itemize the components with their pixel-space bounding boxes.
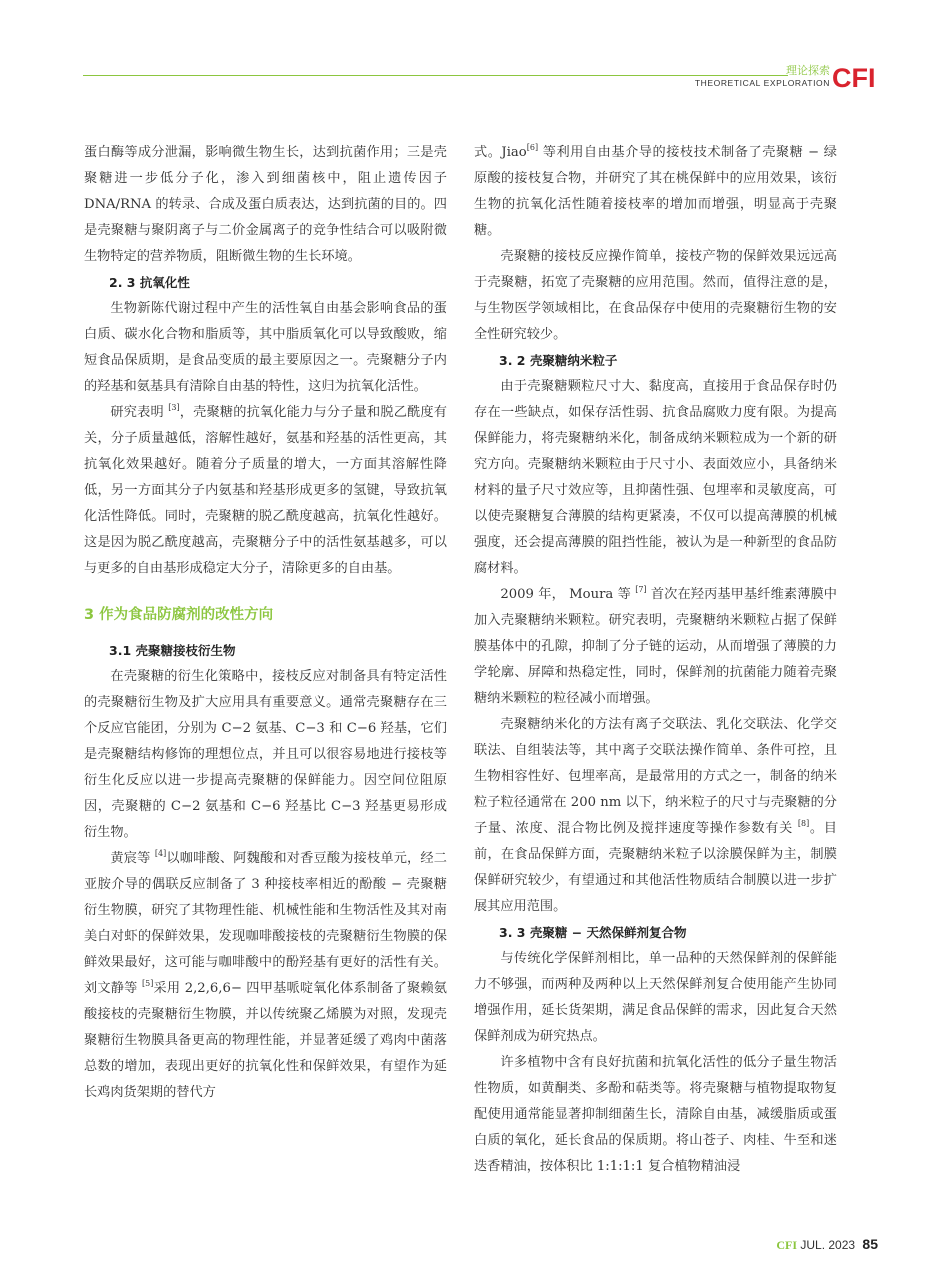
logo-text: CFI	[832, 63, 876, 92]
page-footer	[776, 1236, 878, 1253]
header-rule	[83, 75, 788, 76]
chapter-heading-3: 3 作为食品防腐剂的改性方向	[84, 607, 274, 623]
paragraph: 与传统化学保鲜剂相比，单一品种的天然保鲜剂的保鲜能力不够强，而两种及两种以上天然保鲜剂复合使用能产生协同增强作用，延长货架期，满足食品保鲜的需求，因此复合天然保鲜剂成为研究热点。	[474, 951, 837, 1044]
cfi-logo-icon	[832, 62, 882, 92]
left-column	[84, 140, 447, 1106]
paragraph: 由于壳聚糖颗粒尺寸大、黏度高，直接用于食品保存时仍存在一些缺点，如保存活性弱、抗食品腐败力度有限。为提高保鲜能力，将壳聚糖纳米化，制备成纳米颗粒成为一个新的研究方向。壳聚糖纳米颗粒由于尺寸小、表面效应小，具备纳米材料的量子尺寸效应等，且抑菌性强、包埋率和灵敏度高，可以使壳聚糖复合薄膜的结构更紧凑，不仅可以提高薄膜的机械强度，还会提高薄膜的阻挡性能，被认为是一种新型的食品防腐材料。	[474, 379, 837, 576]
section-heading-3-3: 3. 3 壳聚糖 − 天然保鲜剂复合物	[499, 925, 687, 940]
section-heading-2-3: 2. 3 抗氧化性	[109, 275, 190, 290]
paragraph: 研究表明 [3]，壳聚糖的抗氧化能力与分子量和脱乙酰度有关，分子质量越低，溶解性越好，氨基和羟基的活性更高，其抗氧化效果越好。随着分子质量的增大，一方面其溶解性降低，另一方面其分子内氨基和羟基形成更多的氢键，导致抗氧化活性降低。同时，壳聚糖的脱乙酰度越高，抗氧化性越好。这是因为脱乙酰度越高，壳聚糖分子中的活性氨基越多，可以与更多的自由基形成稳定大分子，清除更多的自由基。	[84, 403, 447, 576]
citation-ref: [3]	[168, 403, 180, 412]
issue-date: JUL. 2023	[800, 1238, 856, 1252]
right-column	[474, 140, 837, 1180]
page-number: 85	[862, 1236, 878, 1252]
citation-ref: [7]	[635, 585, 647, 594]
section-title-en: THEORETICAL EXPLORATION	[694, 78, 830, 88]
paragraph: 蛋白酶等成分泄漏，影响微生物生长，达到抗菌作用；三是壳聚糖进一步低分子化，渗入到细菌核中，阻止遗传因子 DNA/RNA 的转录、合成及蛋白质表达，达到抗菌的目的。四是壳聚糖与聚阴离子与二价金属离子的竞争性结合可以吸附微生物特定的营养物质，阻断微生物的生长环境。	[84, 145, 447, 264]
paragraph: 2009 年， Moura 等 [7] 首次在羟丙基甲基纤维素薄膜中加入壳聚糖纳米颗粒。研究表明，壳聚糖纳米颗粒占据了保鲜膜基体中的孔隙，抑制了分子链的运动，从而增强了薄膜的力学轮廓、屏障和热稳定性，同时，保鲜剂的抗菌能力随着壳聚糖纳米颗粒的粒径减小而增强。	[474, 585, 837, 706]
paragraph: 壳聚糖的接枝反应操作简单，接枝产物的保鲜效果远远高于壳聚糖，拓宽了壳聚糖的应用范围。然而，值得注意的是，与生物医学领域相比，在食品保存中使用的壳聚糖衍生物的安全性研究较少。	[474, 249, 837, 342]
paragraph: 生物新陈代谢过程中产生的活性氧自由基会影响食品的蛋白质、碳水化合物和脂质等，其中脂质氧化可以导致酸败，缩短食品保质期，是食品变质的最主要原因之一。壳聚糖分子内的羟基和氨基具有清除自由基的特性，这归为抗氧化活性。	[84, 301, 447, 394]
paragraph: 式。Jiao[6] 等利用自由基介导的接枝技术制备了壳聚糖 − 绿原酸的接枝复合物，并研究了其在桃保鲜中的应用效果，该衍生物的抗氧化活性随着接枝率的增加而增强，明显高于壳聚糖。	[474, 143, 837, 238]
citation-ref: [6]	[526, 143, 539, 152]
section-title-zh: 理论探索	[786, 64, 830, 77]
citation-ref: [4]	[154, 849, 167, 858]
section-heading-3-1: 3.1 壳聚糖接枝衍生物	[109, 643, 236, 658]
paragraph: 许多植物中含有良好抗菌和抗氧化活性的低分子量生物活性物质，如黄酮类、多酚和萜类等。将壳聚糖与植物提取物复配使用通常能显著抑制细菌生长，清除自由基，减缓脂质或蛋白质的氧化，延长食品的保质期。将山苍子、肉桂、牛至和迷迭香精油，按体积比 1:1:1:1 复合植物精油浸	[474, 1055, 837, 1174]
section-heading-3-2: 3. 2 壳聚糖纳米粒子	[499, 353, 618, 368]
paragraph: 壳聚糖纳米化的方法有离子交联法、乳化交联法、化学交联法、自组装法等，其中离子交联法操作简单、条件可控，且生物相容性好、包埋率高，是最常用的方式之一，制备的纳米粒子粒径通常在 200 nm 以下，纳米粒子的尺寸与壳聚糖的分子量、浓度、混合物比例及搅拌速度等操作参数有关 [8]。目前，在食品保鲜方面，壳聚糖纳米粒子以涂膜保鲜为主，制膜保鲜研究较少，有望通过和其他活性物质结合制膜以进一步扩展其应用范围。	[474, 717, 837, 914]
footer-brand: CFI	[776, 1238, 798, 1252]
citation-ref: [5]	[141, 979, 154, 988]
citation-ref: [8]	[797, 819, 810, 828]
paragraph: 黄宸等 [4]以咖啡酸、阿魏酸和对香豆酸为接枝单元，经二亚胺介导的偶联反应制备了 3 种接枝率相近的酚酸 − 壳聚糖衍生物膜，研究了其物理性能、机械性能和生物活性及其对南美白对虾的保鲜效果，发现咖啡酸接枝的壳聚糖衍生物膜的保鲜效果最好，这可能与咖啡酸中的酚羟基有更好的活性有关。刘文静等 [5]采用 2,2,6,6− 四甲基哌啶氧化体系制备了聚赖氨酸接枝的壳聚糖衍生物膜，并以传统聚乙烯膜为对照，发现壳聚糖衍生物膜具备更高的物理性能，并显著延缓了鸡肉中菌落总数的增加，表现出更好的抗氧化性和保鲜效果，有望作为延长鸡肉货架期的替代方	[84, 849, 447, 1100]
paragraph: 在壳聚糖的衍生化策略中，接枝反应对制备具有特定活性的壳聚糖衍生物及扩大应用具有重要意义。通常壳聚糖存在三个反应官能团，分别为 C−2 氨基、C−3 和 C−6 羟基，它们是壳聚糖结构修饰的理想位点，并且可以很容易地进行接枝等衍生化反应以进一步提高壳聚糖的保鲜能力。因空间位阻原因，壳聚糖的 C−2 氨基和 C−6 羟基比 C−3 羟基更易形成衍生物。	[84, 669, 447, 840]
